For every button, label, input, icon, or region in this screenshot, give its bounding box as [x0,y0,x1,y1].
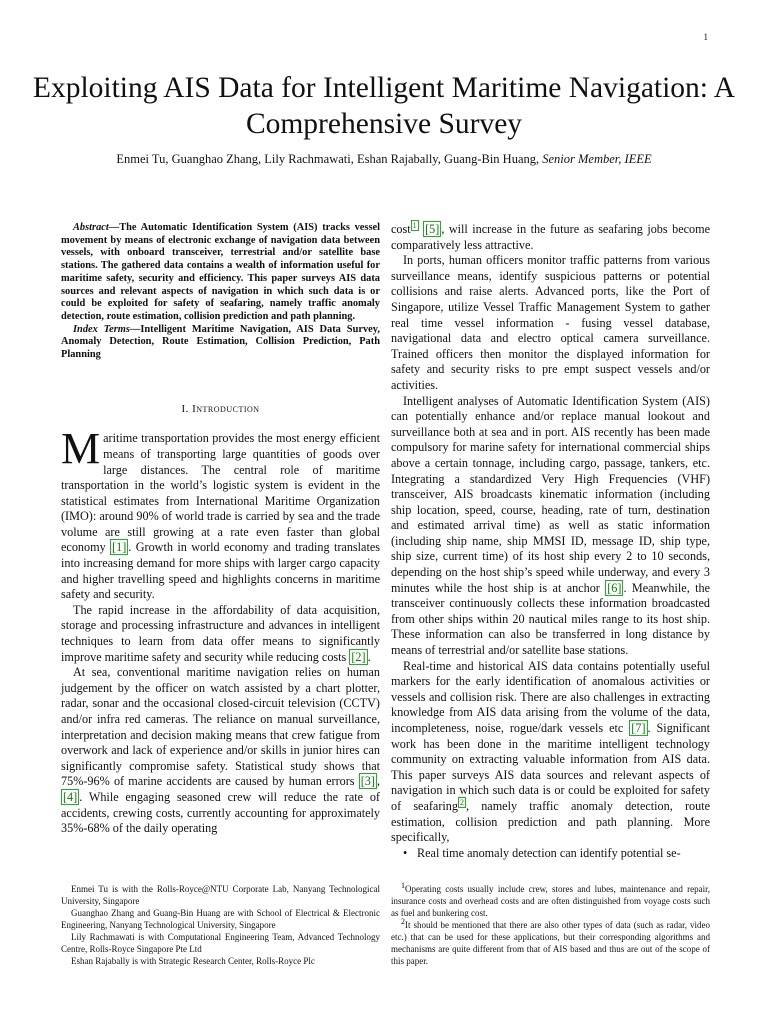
footnote-1 [391,883,710,919]
left-column [61,222,380,837]
paragraph-text: . Significant work has been done in the maritime intelligent technology community on extracting valuable information from AIS data. This paper surveys AIS data sources and relevant aspects of navigation in which such data is or could be exploited for safety of seafaring [391,721,711,813]
footnotes [391,883,710,967]
author-membership: Senior Member, IEEE [542,152,652,166]
footnote-text: Operating costs usually include crew, stores and lubes, maintenance and repair, insurance costs and overhead costs and are often distinguished from voyage costs such as fuel and bunkering cost. [391,884,710,918]
footnote-2 [391,919,710,967]
intro-paragraph-realtime [391,659,710,846]
paragraph-text: . Growth in world economy and trading translates into increasing demand for more ships with larger cargo capacity and higher travelling speed and highlights concerns in maritime safety and security. [61,540,381,602]
section-name: Introduction [192,402,260,415]
drop-cap: M [61,424,101,474]
paragraph-text: aritime transportation provides the most energy efficient means of transporting large quantities of goods over large distances. The central role of maritime transportation in the world’s logistic system is evident in the statistical estimates from International Maritime Organization (IMO): around 90% of world trade is carried by sea and the trade volume are still growing at a rate even faster than global economy [61,431,380,555]
author-line [0,152,768,167]
paragraph-text: At sea, conventional maritime navigation relies on human judgement by the officer on watch assisted by a chart plotter, radar, sonar and the occasional closed-circuit television (CCTV) and/or infra red cameras. The reliance on manual surveillance, interpretation and decision making means that crew fatigue from overwork and lack of experience and/or skills in junior hires can significantly compromise safety. Statistical study shows that 75%-96% of marine accidents are caused by human errors [61,665,380,789]
page-number: 1 [703,32,708,42]
citation-link[interactable]: [1] [112,540,127,555]
bullet-symbol: • [403,845,408,860]
paragraph-text: , namely traffic anomaly detection, route estimation, collision prediction and path planning. More specifically, [391,798,710,845]
section-number: I. [181,402,189,415]
affiliation-1: Enmei Tu is with the Rolls-Royce@NTU Corporate Lab, Nanyang Technological University, Singapore [61,884,380,906]
citation-link[interactable]: [7] [631,721,646,735]
author-names: Enmei Tu, Guanghao Zhang, Lily Rachmawati, Eshan Rajabally, Guang-Bin Huang, [116,152,540,166]
citation-link[interactable]: [5] [425,222,440,236]
citation-link[interactable]: [3] [360,774,375,789]
index-terms-text: Intelligent Maritime Navigation, AIS Data Survey, Anomaly Detection, Route Estimation, Collision Prediction, Path Planning [61,323,380,361]
paragraph-text: . [367,649,371,664]
footnote-number: 2 [401,917,405,926]
intro-paragraph-continued [391,222,710,253]
index-terms: Index Terms—Intelligent Maritime Navigation, AIS Data Survey, Anomaly Detection, Route Estimation, Collision Prediction, Path Planning [61,323,380,361]
paragraph-text: . While engaging seasoned crew will reduce the rate of accidents, crewing costs, currently accounting for approximately 35%-68% of the daily operating [61,789,380,836]
footnote-mark-link[interactable]: 2 [459,797,464,807]
paragraph-text: The rapid increase in the affordability of data acquisition, storage and processing infrastructure and advances in intelligent techniques to learn from data offer means to significantly improve maritime safety and security while reducing costs [61,602,380,664]
citation-link[interactable]: [4] [63,789,78,804]
intro-paragraph-1 [61,424,381,603]
paragraph-text: Real-time and historical AIS data contains potentially useful markers for the early identification of anomalous activities or vessels and collision risk. There are also challenges in extracting knowledge from AIS data arising from the volume of the data, incompleteness, noise, rogue/dark vessels etc [391,658,710,735]
citation-link[interactable]: [6] [607,580,622,595]
author-affiliations [61,883,380,967]
abstract-label: Abstract [73,222,109,233]
footnote-text: It should be mentioned that there are also other types of data (such as radar, video etc.) that can be used for these applications, but their corresponding algorithms and mechanisms are quite different from that of AIS based and thus are out of the scope of this paper. [391,920,710,966]
affiliation-2: Guanghao Zhang and Guang-Bin Huang are with School of Electrical & Electronic Engineering, Nanyang Technological University, Singapore [61,908,380,930]
bullet-text: Real time anomaly detection can identify potential se- [417,845,681,860]
affiliation-4: Eshan Rajabally is with Strategic Research Center, Rolls-Royce Plc [71,956,315,966]
paragraph-text: cost [391,222,411,236]
paragraph-text: , will increase in the future as seafaring jobs become comparatively less attractive. [391,222,711,252]
index-terms-label: Index Terms [73,323,130,335]
paragraph-text: . Meanwhile, the transceiver continuously collects these information broadcasted from other ships within 20 nautical miles range to its host ship. These information can also be transferred in long distance by means of terrestrial and/or satellite base stations. [391,580,710,658]
intro-paragraph-3 [61,665,380,837]
intro-paragraph-ports: In ports, human officers monitor traffic patterns from various surveillance means, identify suspicious patterns or potential collisions and raise alerts. Advanced ports, like the Port of Singapore, utilize Vessel Traffic Management System to gather real time vessel information - fusing vessel database, navigational data and electro optical camera surveillance. Trained officers then monitor the displayed information for safety and security risks to pre empt suspect vessels and/or activities. [391,253,710,392]
citation-separator: , [376,774,381,789]
abstract: Abstract—The Automatic Identification System (AIS) tracks vessel movement by means of electronic exchange of navigation data between vessels, with onboard transceiver, terrestrial and/or satellite base stations. The gathered data contains a wealth of information useful for maritime safety, security and efficiency. This paper surveys AIS data sources and relevant aspects of navigation in which such data is or could be exploited for safety of seafaring, namely traffic anomaly detection, route estimation, collision prediction and path planning. [61,222,380,322]
right-column [391,222,710,861]
bullet-item [391,846,710,862]
intro-paragraph-2 [61,603,380,665]
abstract-text: The Automatic Identification System (AIS) tracks vessel movement by means of electronic exchange of navigation data between vessels, with onboard transceiver, terrestrial and/or satellite base stations. The gathered data contains a wealth of information useful for maritime safety, security and efficiency. This paper surveys AIS data sources and relevant aspects of navigation in which such data is or could be exploited for safety of seafaring, namely traffic anomaly detection, route estimation, collision prediction and path planning. [61,222,380,322]
footnote-mark-link[interactable]: 1 [412,220,417,230]
section-heading-introduction [61,402,380,418]
footnote-number: 1 [401,881,405,890]
paper-title: Exploiting AIS Data for Intelligent Maritime Navigation: A Comprehensive Survey [32,72,736,140]
citation-link[interactable]: [2] [351,649,366,664]
affiliation-3: Lily Rachmawati is with Computational Engineering Team, Advanced Technology Centre, Rolls-Royce Singapore Pte Ltd [61,932,380,954]
intro-paragraph-ais [391,394,710,659]
paragraph-text: Intelligent analyses of Automatic Identification System (AIS) can potentially enhance and/or replace manual lookout and surveillance both at sea and in port. AIS recently has been made compulsory for marine safety for international commercial ships above a certain tonnage, including cargo, passage, tankers, etc. Integrating a standardized Very High Frequencies (VHF) transceiver, AIS broadcasts kinematic information (including ship location, speed, course, heading, rate of turn, destination and estimated arrival time) as well as static information (including ship name, ship MMSI ID, message ID, ship type, ship size, current time) of its host ship every 2 to 10 seconds, depending on the host ship’s speed while underway, and every 3 minutes while the host ship is at anchor [391,393,710,595]
